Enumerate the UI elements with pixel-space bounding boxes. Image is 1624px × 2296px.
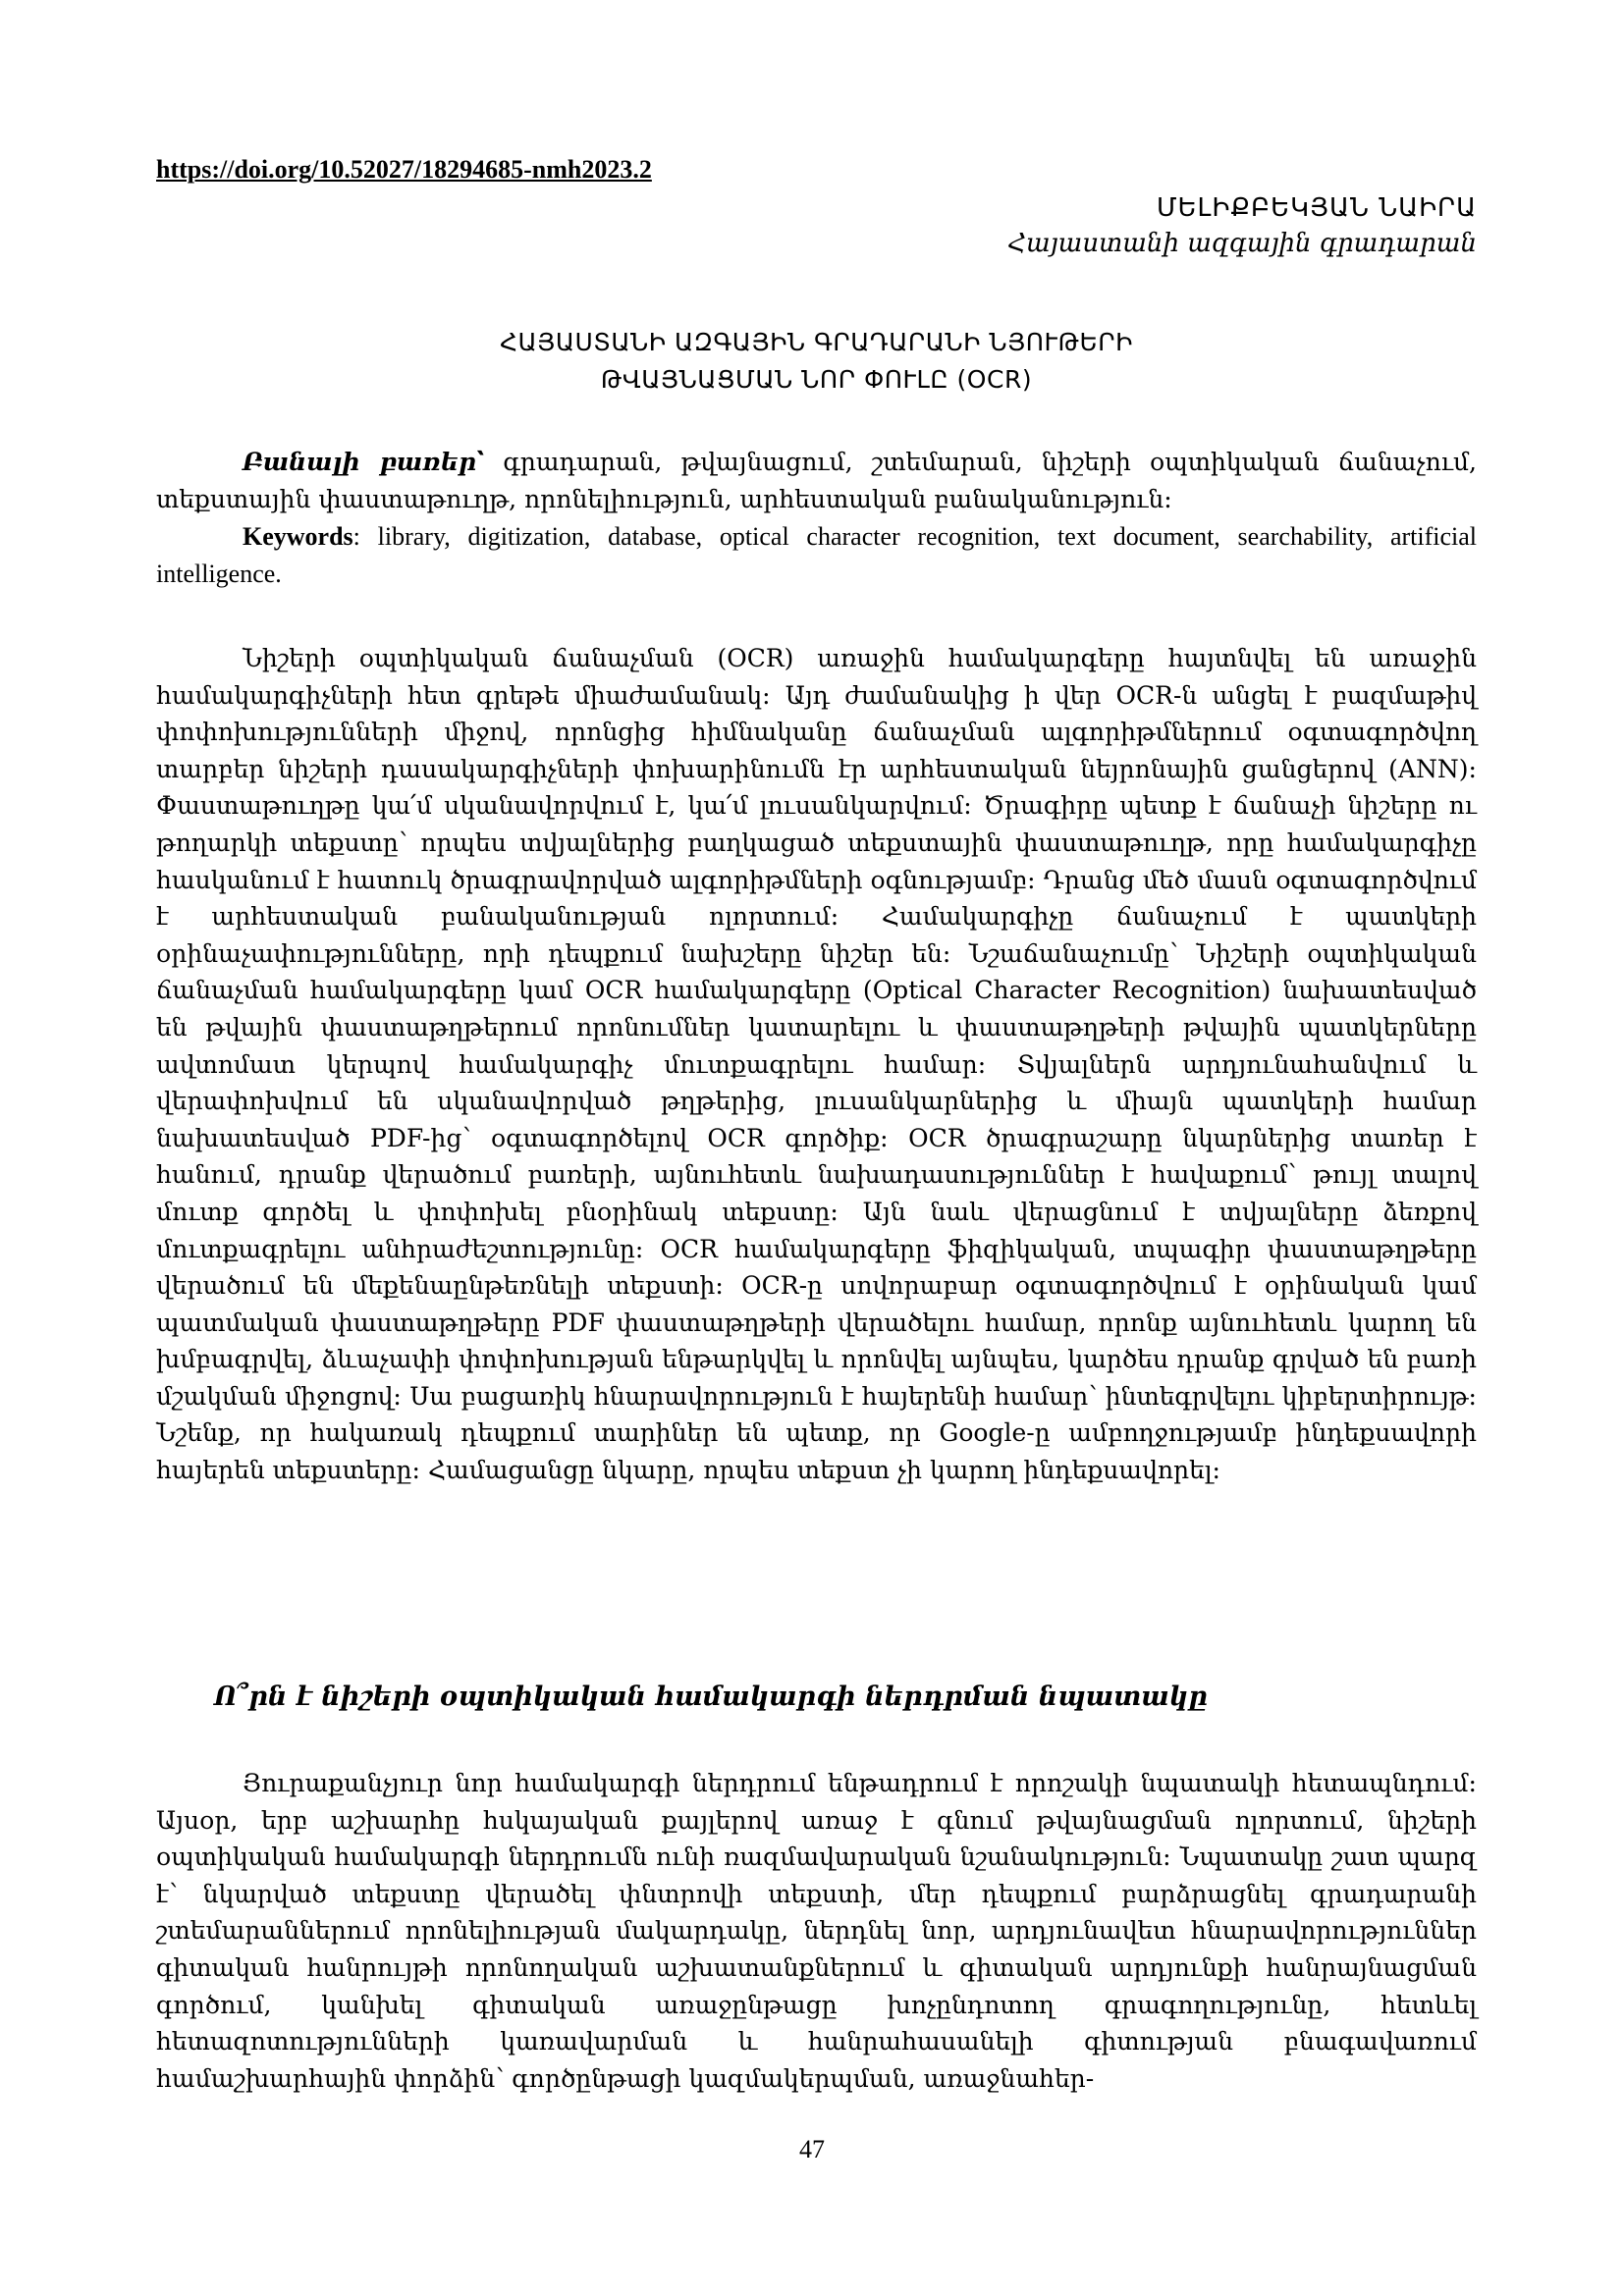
article-title bbox=[156, 324, 1477, 399]
body-paragraph-1: Նիշերի օպտիկական ճանաչման (OCR) առաջին համակարգերը հայտնվել են առաջին համակարգիչների հետ գրեթե միաժամանակ։ Այդ ժամանակից ի վեր OCR-ն անցել է բազմաթիվ փոփոխությունների միջով, որոնցից հիմնականը ճանաչման ալգորիթմներում օգտագործվող տարբեր նիշերի դասակարգիչների փոխարինումն էր արհեստական նեյրոնային ցանցերով (ANN)։ Փաստաթուղթը կա՛մ սկանավորվում է, կա՛մ լուսանկարվում։ Ծրագիրը պետք է ճանաչի նիշերը ու թողարկի տեքստը՝ որպես տվյալներից բաղկացած տեքստային փաստաթուղթ, որը համակարգիչը հասկանում է հատուկ ծրագրավորված ալգորիթմների օգնությամբ։ Դրանց մեծ մասն օգտագործվում է արհեստական բանականության ոլորտում։ Համակարգիչը ճանաչում է պատկերի օրինաչափությունները, որի դեպքում նախշերը նիշեր են։ Նշաճանաչումը՝ Նիշերի օպտիկական ճանաչման համակարգերը կամ OCR համակարգերը (Optical Character Recognition) նախատեսված են թվային փաստաթղթերում որոնումներ կատարելու և փաստաթղթերի թվային պատկերները ավտոմատ կերպով համակարգիչ մուտքագրելու համար։ Տվյալներն արդյունահանվում և վերափոխվում են սկանավորված թղթերից, լուսանկարներից և միայն պատկերի համար նախատեսված PDF-ից՝ օգտագործելով OCR գործիք։ OCR ծրագրաշարը նկարներից տառեր է հանում, դրանք վերածում բառերի, այնուհետև նախադասություններ է հավաքում՝ թույլ տալով մուտք գործել և փոփոխել բնօրինակ տեքստը։ Այն նաև վերացնում է տվյալները ձեռքով մուտքագրելու անհրաժեշտությունը։ OCR համակարգերը ֆիզիկական, տպագիր փաստաթղթերը վերածում են մեքենաընթեռնելի տեքստի։ OCR-ը սովորաբար օգտագործվում է օրինական կամ պատմական փաստաթղթերը PDF փաստաթղթերի վերածելու համար, որոնք այնուհետև կարող են խմբագրվել, ձևաչափի փոփոխության ենթարկվել և որոնվել այնպես, կարծես դրանք գրված են բառի մշակման միջոցով։ Սա բացառիկ հնարավորություն է հայերենի համար՝ ինտեգրվելու կիբերտիրույթ։ Նշենք, որ հակառակ դեպքում տարիներ են պետք, որ Google-ը ամբողջությամբ ինդեքսավորի հայերեն տեքստերը։ Համացանցը նկարը, որպես տեքստ չի կարող ինդեքսավորել։ bbox=[156, 644, 1477, 1485]
author-name: ՄԵԼԻՔԲԵԿՅԱՆ ՆԱԻՐԱ bbox=[1156, 193, 1477, 223]
keywords-armenian bbox=[156, 444, 1477, 517]
author-affiliation: Հայաստանի ազգային գրադարան bbox=[1007, 229, 1477, 258]
keywords-text-english: : library, digitization, database, optical character recognition, text document, searchability, artificial intelligence. bbox=[156, 522, 1477, 588]
body-paragraph-2: Յուրաքանչյուր նոր համակարգի ներդրում ենթադրում է որոշակի նպատակի հետապնդում։ Այսօր, երբ աշխարհը հսկայական քայլերով առաջ է գնում թվայնացման ոլորտում, նիշերի օպտիկական համակարգի ներդրումն ունի ռազմավարական նշանակություն։ Նպատակը շատ պարզ է՝ նկարված տեքստը վերածել փնտրովի տեքստի, մեր դեպքում բարձրացնել գրադարանի շտեմարաններում որոնելիության մակարդակը, ներդնել նոր, արդյունավետ հնարավորություններ գիտական հանրույթի որոնողական աշխատանքներում և գիտական արդյունքի հանրայնացման գործում, կանխել գիտական առաջընթացը խոչընդոտող գրագողությունը, հետևել հետազոտությունների կառավարման և հանրահասանելի գիտության բնագավառում համաշխարհային փորձին՝ գործընթացի կազմակերպման, առաջնահեր- bbox=[156, 1769, 1477, 2093]
keywords-label-english: Keywords bbox=[243, 522, 353, 551]
page-number: 47 bbox=[799, 2135, 825, 2163]
title-line-1: ՀԱՅԱՍՏԱՆԻ ԱԶԳԱՅԻՆ ԳՐԱԴԱՐԱՆԻ ՆՅՈՒԹԵՐԻ bbox=[500, 328, 1133, 356]
keywords-english bbox=[156, 518, 1477, 592]
keywords-text-armenian: գրադարան, թվայնացում, շտեմարան, նիշերի օպտիկական ճանաչում, տեքստային փաստաթուղթ, որոնելիություն, արհեստական բանականություն։ bbox=[156, 448, 1477, 513]
doi-link[interactable]: https://doi.org/10.52027/18294685-nmh2023.2 bbox=[156, 155, 652, 184]
section-heading: Ո՞րն է նիշերի օպտիկական համակարգի ներդրման նպատակը bbox=[214, 1682, 1208, 1712]
keywords-label-armenian: Բանալի բառեր՝ bbox=[243, 448, 485, 476]
title-line-2: ԹՎԱՅՆԱՑՄԱՆ ՆՈՐ ՓՈՒԼԸ (OCR) bbox=[600, 365, 1033, 394]
author-block bbox=[1007, 193, 1477, 258]
